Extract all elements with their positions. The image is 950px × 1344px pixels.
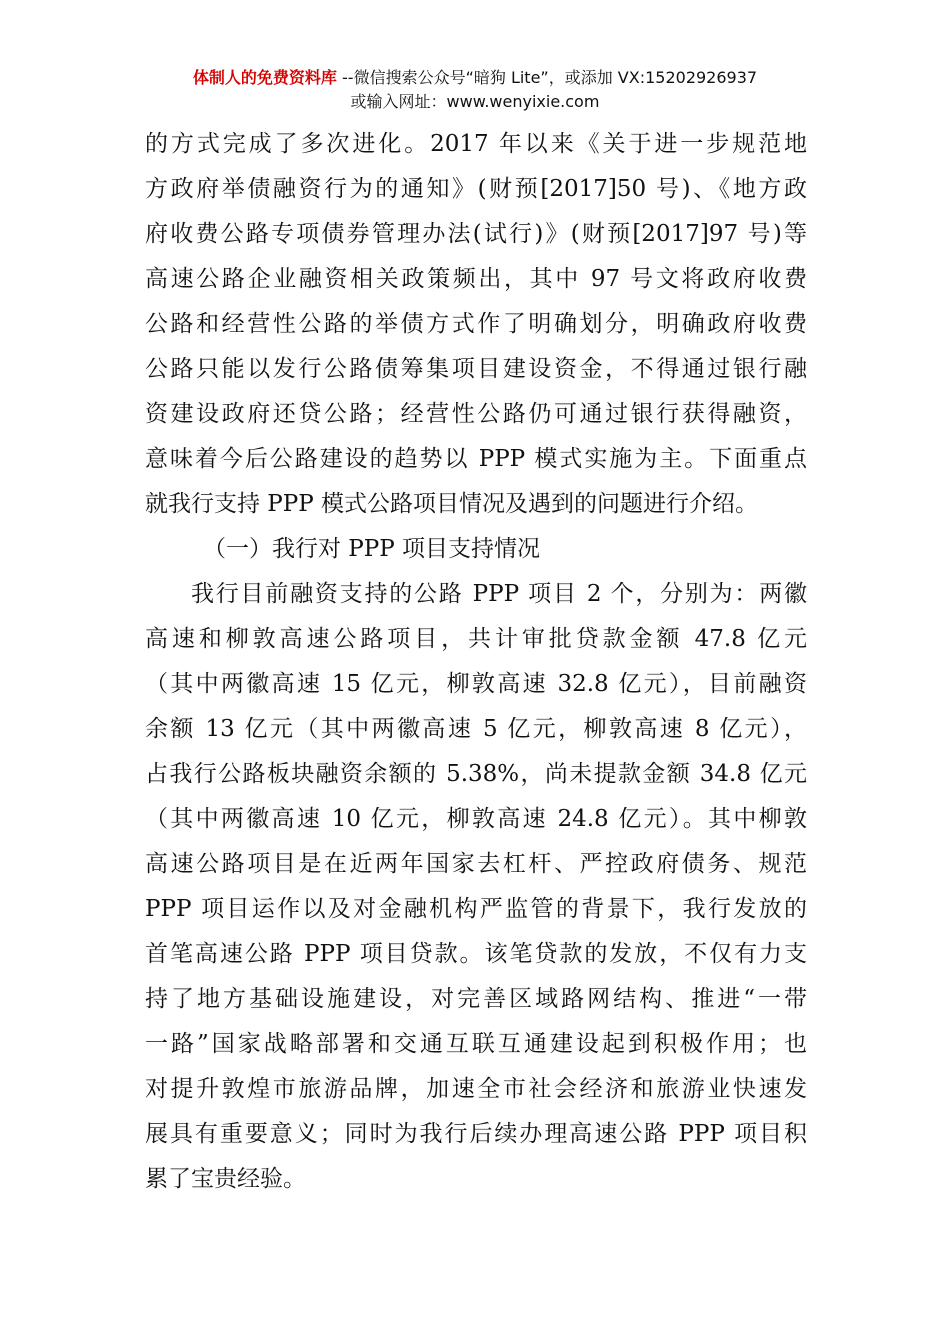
paragraph-1 bbox=[145, 122, 807, 527]
text-line: 高速公路项目是在近两年国家去杠杆、严控政府债务、规范 bbox=[145, 851, 807, 877]
text-line: 对提升敦煌市旅游品牌，加速全市社会经济和旅游业快速发 bbox=[145, 1076, 807, 1102]
section-heading: （一）我行对 PPP 项目支持情况 bbox=[203, 536, 541, 562]
text-line: 我行目前融资支持的公路 PPP 项目 2 个，分别为：两徽 bbox=[191, 581, 807, 607]
text-line: 余额 13 亿元（其中两徽高速 5 亿元，柳敦高速 8 亿元）， bbox=[145, 716, 807, 742]
header-site-name: 体制人的免费资料库 bbox=[192, 68, 337, 87]
text-line: PPP 项目运作以及对金融机构严监管的背景下，我行发放的 bbox=[145, 896, 807, 922]
text-line: 累了宝贵经验。 bbox=[145, 1166, 306, 1192]
text-line: 公路和经营性公路的举债方式作了明确划分，明确政府收费 bbox=[145, 311, 807, 337]
text-line: 持了地方基础设施建设，对完善区域路网结构、推进“一带 bbox=[145, 986, 807, 1012]
header-contact-text: --微信搜索公众号“暗狗 Lite”，或添加 VX:15202926937 bbox=[336, 68, 758, 87]
header-line-1 bbox=[0, 66, 950, 90]
text-line: 公路只能以发行公路债筹集项目建设资金，不得通过银行融 bbox=[145, 356, 807, 382]
text-line: （其中两徽高速 10 亿元，柳敦高速 24.8 亿元）。其中柳敦 bbox=[145, 806, 807, 832]
text-line: 高速和柳敦高速公路项目，共计审批贷款金额 47.8 亿元 bbox=[145, 626, 807, 652]
paragraph-2 bbox=[145, 572, 807, 1202]
text-line: 高速公路企业融资相关政策频出，其中 97 号文将政府收费 bbox=[145, 266, 807, 292]
text-line: 占我行公路板块融资余额的 5.38%，尚未提款金额 34.8 亿元 bbox=[145, 761, 807, 787]
watermark-header bbox=[0, 66, 950, 114]
header-line-2: 或输入网址：www.wenyixie.com bbox=[350, 92, 600, 111]
text-line: 方政府举债融资行为的通知》(财预[2017]50 号)、《地方政 bbox=[145, 176, 807, 202]
text-line: 首笔高速公路 PPP 项目贷款。该笔贷款的发放，不仅有力支 bbox=[145, 941, 807, 967]
text-line: 一路”国家战略部署和交通互联互通建设起到积极作用；也 bbox=[145, 1031, 807, 1057]
text-line: 的方式完成了多次进化。2017 年以来《关于进一步规范地 bbox=[145, 131, 807, 157]
document-body bbox=[145, 122, 807, 1202]
text-line: （其中两徽高速 15 亿元，柳敦高速 32.8 亿元），目前融资 bbox=[145, 671, 807, 697]
text-line: 意味着今后公路建设的趋势以 PPP 模式实施为主。下面重点 bbox=[145, 446, 807, 472]
text-line: 展具有重要意义；同时为我行后续办理高速公路 PPP 项目积 bbox=[145, 1121, 807, 1147]
text-line: 就我行支持 PPP 模式公路项目情况及遇到的问题进行介绍。 bbox=[145, 491, 759, 517]
text-line: 资建设政府还贷公路；经营性公路仍可通过银行获得融资， bbox=[145, 401, 807, 427]
text-line: 府收费公路专项债券管理办法(试行)》(财预[2017]97 号)等 bbox=[145, 221, 807, 247]
